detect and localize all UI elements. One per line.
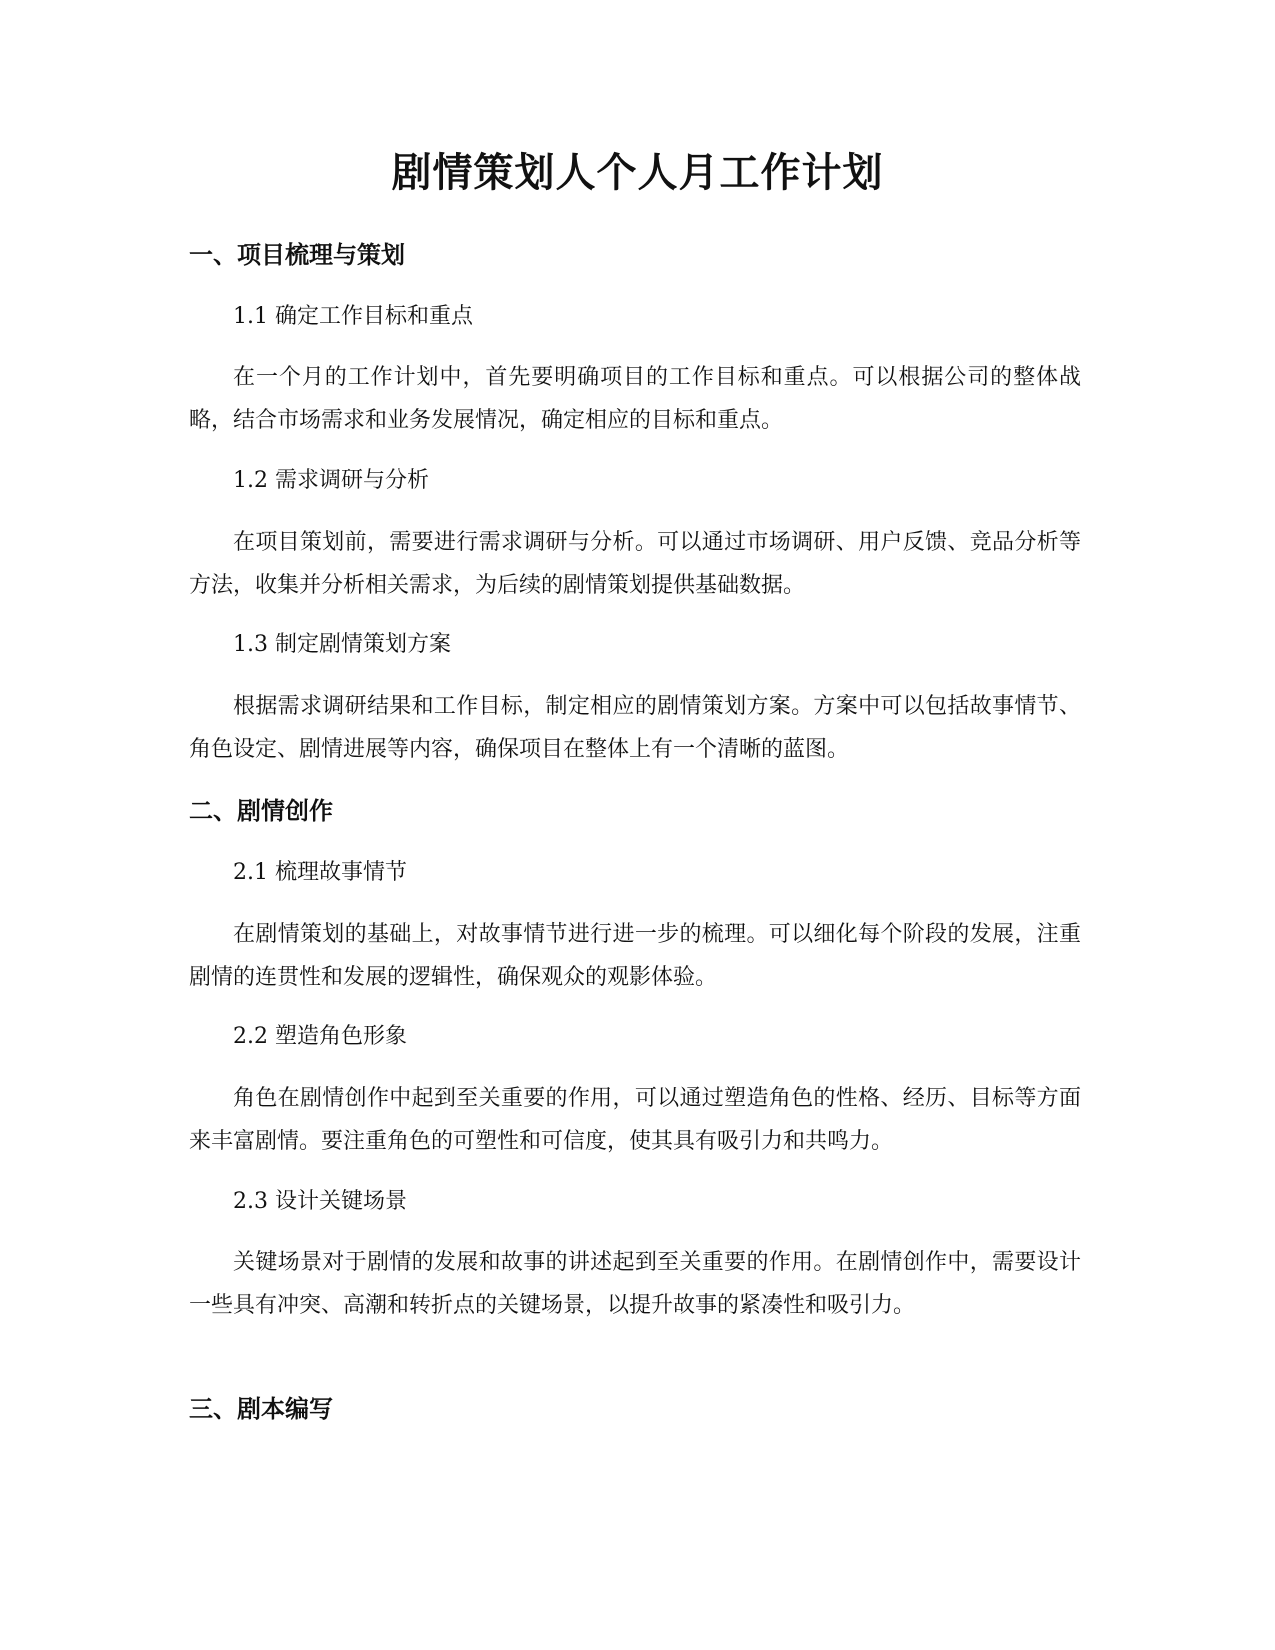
section-heading-1: 一、项目梳理与策划	[189, 241, 405, 269]
document-title: 剧情策划人个人月工作计划	[391, 150, 884, 196]
paragraph-2-3: 关键场景对于剧情的发展和故事的讲述起到至关重要的作用。在剧情创作中，需要设计一些具有冲突、高潮和转折点的关键场景，以提升故事的紧凑性和吸引力。	[189, 1250, 1081, 1318]
paragraph-1-2: 在项目策划前，需要进行需求调研与分析。可以通过市场调研、用户反馈、竞品分析等方法，收集并分析相关需求，为后续的剧情策划提供基础数据。	[189, 530, 1081, 598]
subsection-heading-2-2: 2.2 塑造角色形象	[233, 1024, 407, 1049]
paragraph-1-3: 根据需求调研结果和工作目标，制定相应的剧情策划方案。方案中可以包括故事情节、角色设定、剧情进展等内容，确保项目在整体上有一个清晰的蓝图。	[189, 694, 1081, 762]
subsection-heading-1-1: 1.1 确定工作目标和重点	[233, 304, 473, 329]
subsection-heading-1-3: 1.3 制定剧情策划方案	[233, 632, 451, 657]
subsection-heading-2-1: 2.1 梳理故事情节	[233, 860, 407, 885]
subsection-heading-1-2: 1.2 需求调研与分析	[233, 468, 429, 493]
subsection-heading-2-3: 2.3 设计关键场景	[233, 1189, 407, 1214]
section-heading-2: 二、剧情创作	[189, 797, 333, 825]
paragraph-2-2: 角色在剧情创作中起到至关重要的作用，可以通过塑造角色的性格、经历、目标等方面来丰富剧情。要注重角色的可塑性和可信度，使其具有吸引力和共鸣力。	[189, 1086, 1081, 1154]
paragraph-2-1: 在剧情策划的基础上，对故事情节进行进一步的梳理。可以细化每个阶段的发展，注重剧情的连贯性和发展的逻辑性，确保观众的观影体验。	[189, 922, 1081, 990]
paragraph-1-1: 在一个月的工作计划中，首先要明确项目的工作目标和重点。可以根据公司的整体战略，结合市场需求和业务发展情况，确定相应的目标和重点。	[189, 365, 1081, 433]
section-heading-3: 三、剧本编写	[189, 1395, 333, 1423]
